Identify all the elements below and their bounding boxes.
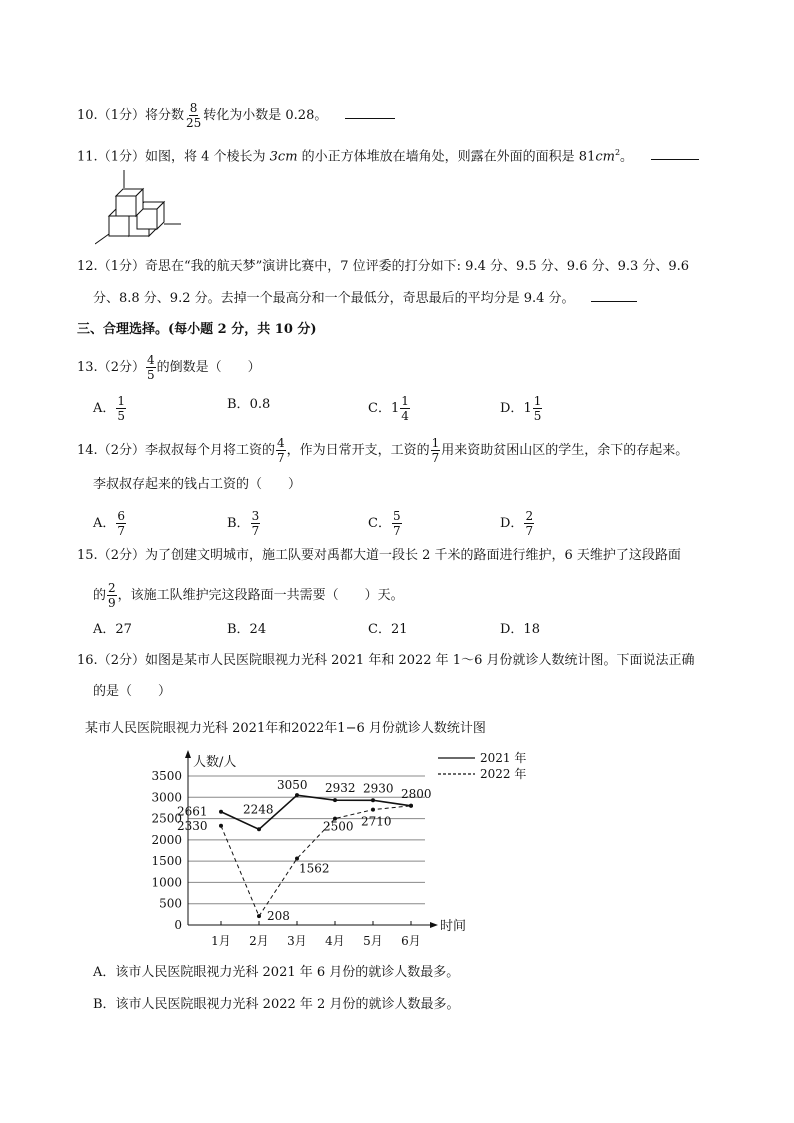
question-number: 10. [77, 108, 98, 123]
data-label: 2500 [323, 819, 354, 834]
fraction [107, 582, 117, 609]
option-label: A． [93, 516, 116, 531]
denominator: 7 [251, 524, 260, 538]
fraction [533, 395, 543, 422]
y-tick-label: 2500 [151, 811, 182, 826]
denominator: 7 [431, 451, 440, 465]
data-label: 1562 [299, 861, 330, 876]
whole-part: 1 [523, 400, 532, 416]
denominator: 9 [108, 596, 116, 610]
question-12-line-2 [93, 287, 637, 309]
option-a[interactable]: A．该市人民医院眼视力光科 2021 年 6 月份的就诊人数最多。 [93, 965, 460, 980]
option-label: C． [368, 401, 391, 416]
data-point [219, 824, 223, 828]
option-b[interactable] [227, 510, 261, 537]
numerator: 1 [401, 394, 409, 408]
question-text: ，该施工队维护完这段路面一共需要（ ）天。 [117, 588, 404, 603]
option-label: C． [368, 516, 391, 531]
option-label: B． [227, 397, 250, 412]
fraction [146, 354, 156, 381]
y-tick-label: 1500 [151, 854, 182, 869]
numerator: 5 [392, 509, 401, 523]
x-axis-label: 时间 [440, 919, 467, 934]
answer-blank[interactable] [591, 287, 637, 302]
question-text: 的小正方体堆放在墙角处，则露在外面的面积是 81 [297, 149, 596, 165]
question-16 [77, 651, 694, 671]
whole-part: 1 [390, 400, 400, 416]
data-label: 2248 [243, 802, 274, 817]
question-text: 。 [620, 149, 634, 165]
option-label: D． [500, 516, 524, 531]
numerator: 6 [117, 509, 126, 523]
y-axis-label: 人数/人 [193, 755, 237, 770]
question-12 [77, 257, 689, 277]
fraction [185, 102, 202, 129]
option-text: 0.8 [249, 397, 271, 412]
question-text: 为了创建文明城市，施工队要对禹都大道一段长 2 千米的路面进行维护，6 天维护了这段路面 [144, 548, 681, 563]
question-number: 13. [77, 360, 98, 375]
denominator: 4 [401, 409, 409, 423]
visits-line-chart [80, 712, 570, 952]
fraction [392, 510, 402, 537]
question-score: （2分） [97, 443, 145, 458]
question-text: 如图，将 4 个棱长为 [144, 149, 270, 165]
option-c[interactable] [368, 510, 403, 537]
option-label: A． [93, 401, 116, 416]
data-label: 2800 [401, 786, 432, 801]
fraction [431, 437, 441, 464]
question-score: （1分） [97, 108, 145, 123]
data-point [295, 793, 299, 797]
question-number: 14. [77, 443, 98, 458]
legend-label: 2021 年 [480, 751, 527, 765]
denominator: 5 [117, 409, 126, 423]
option-b[interactable] [227, 395, 270, 415]
question-14-line-2: 李叔叔存起来的钱占工资的（ ） [93, 477, 302, 492]
unit: 3cm [269, 149, 298, 165]
x-axis-arrow [430, 922, 438, 928]
y-tick-label: 1000 [151, 875, 182, 890]
y-tick-label: 2000 [151, 832, 182, 847]
denominator: 7 [525, 524, 534, 538]
fraction [524, 510, 534, 537]
data-point [219, 810, 223, 814]
question-14 [77, 437, 688, 464]
numerator: 1 [533, 394, 542, 408]
numerator: 2 [108, 581, 116, 595]
question-text: 的倒数是（ ） [156, 360, 261, 375]
numerator: 3 [251, 509, 260, 523]
option-d[interactable] [500, 395, 543, 422]
x-tick-label: 2月 [249, 934, 269, 948]
section-heading: 三、合理选择。(每小题 2 分，共 10 分) [77, 322, 317, 337]
x-tick-label: 6月 [401, 934, 421, 948]
question-text: ，作为日常开支，工资的 [286, 443, 430, 458]
x-tick-label: 1月 [211, 934, 231, 948]
fraction [116, 395, 126, 422]
cube [116, 189, 143, 216]
denominator: 25 [185, 116, 202, 130]
y-tick-label: 3500 [151, 769, 182, 783]
data-label: 3050 [277, 778, 308, 793]
question-score: （1分） [97, 259, 145, 274]
question-number: 15. [77, 548, 98, 563]
y-tick-label: 500 [159, 896, 182, 911]
y-tick-label: 0 [174, 918, 182, 932]
numerator: 8 [189, 101, 198, 115]
option-b[interactable]: B．该市人民医院眼视力光科 2022 年 2 月份的就诊人数最多。 [93, 997, 460, 1012]
unit: cm [595, 149, 615, 165]
denominator: 5 [533, 409, 542, 423]
numerator: 1 [431, 436, 440, 450]
fraction [400, 395, 410, 422]
question-15-line-2 [93, 582, 404, 609]
fraction [276, 437, 286, 464]
cube-stack-figure [95, 168, 185, 248]
data-label: 2930 [363, 781, 394, 796]
data-point [409, 804, 413, 808]
legend-label: 2022 年 [480, 767, 527, 781]
question-16-line-2: 的是（ ） [93, 684, 172, 699]
option-d[interactable] [500, 510, 535, 537]
question-text: 李叔叔每个月将工资的 [144, 443, 275, 458]
question-number: 16. [77, 653, 98, 668]
option-a[interactable] [93, 395, 127, 422]
answer-blank[interactable] [651, 145, 699, 160]
question-number: 12. [77, 259, 98, 274]
question-11 [77, 143, 699, 167]
chart-title: 某市人民医院眼视力光科 2021年和2022年1−6 月份就诊人数统计图 [85, 721, 486, 736]
question-number: 11. [77, 149, 98, 165]
data-label: 2710 [361, 814, 392, 829]
question-score: （2分） [97, 548, 145, 563]
numerator: 2 [525, 509, 534, 523]
fraction [116, 510, 126, 537]
question-text: 转化为小数是 0.28。 [203, 108, 328, 123]
answer-blank[interactable] [345, 104, 395, 119]
question-text: 将分数 [144, 108, 184, 123]
y-tick-label: 3000 [151, 790, 182, 805]
option-a[interactable]: A．27 [93, 622, 132, 637]
data-point [371, 808, 375, 812]
x-tick-label: 5月 [363, 934, 383, 948]
question-text: 如图是某市人民医院眼视力光科 2021 年和 2022 年 1～6 月份就诊人数统计图。下面说法正确 [144, 653, 695, 668]
data-point [371, 798, 375, 802]
data-point [333, 798, 337, 802]
numerator: 4 [276, 436, 285, 450]
question-text: 用来资助贫困山区的学生，余下的存起来。 [441, 443, 689, 458]
numerator: 1 [117, 394, 126, 408]
numerator: 4 [146, 353, 155, 367]
data-point [257, 827, 261, 831]
question-10 [77, 102, 395, 129]
y-axis-arrow [185, 750, 191, 758]
option-d[interactable]: D．18 [500, 622, 540, 637]
denominator: 5 [146, 368, 155, 382]
mixed-number [523, 395, 543, 422]
option-label: D． [500, 401, 524, 416]
question-text: 奇思在“我的航天梦”演讲比赛中，7 位评委的打分如下: 9.4 分、9.5 分、9.6 分、9.3 分、9.6 [144, 259, 690, 274]
question-score: （2分） [97, 360, 145, 375]
question-score: （1分） [97, 149, 145, 165]
data-label: 2932 [325, 781, 356, 796]
option-a[interactable] [93, 510, 127, 537]
data-label: 2661 [177, 804, 208, 819]
question-13 [77, 354, 261, 381]
option-label: B． [227, 516, 250, 531]
x-tick-label: 3月 [287, 934, 307, 948]
fraction [251, 510, 261, 537]
question-text: 分、8.8 分、9.2 分。去掉一个最高分和一个最低分，奇思最后的平均分是 9.4 分。 [93, 291, 575, 306]
question-15 [77, 546, 681, 566]
data-label: 208 [267, 909, 290, 924]
option-c[interactable]: C．21 [368, 622, 408, 637]
denominator: 7 [392, 524, 401, 538]
data-point [257, 914, 261, 918]
superscript: 2 [614, 148, 621, 157]
floor-edge-line [95, 234, 109, 244]
x-tick-label: 4月 [325, 934, 345, 948]
denominator: 7 [117, 524, 126, 538]
question-text: 的 [93, 588, 107, 603]
question-score: （2分） [97, 653, 145, 668]
option-c[interactable] [368, 395, 411, 422]
data-point [295, 857, 299, 861]
mixed-number [391, 395, 411, 422]
option-b[interactable]: B．24 [227, 622, 267, 637]
data-label: 2330 [177, 818, 208, 833]
denominator: 7 [276, 451, 285, 465]
